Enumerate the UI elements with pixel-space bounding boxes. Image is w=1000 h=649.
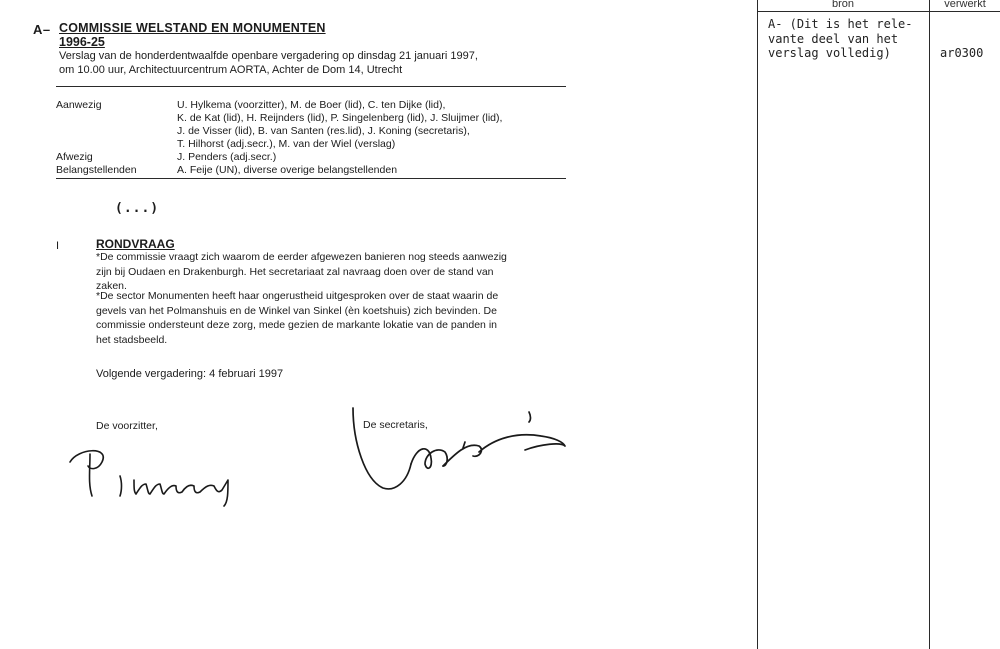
- paragraph-line: het stadsbeeld.: [96, 333, 168, 346]
- paragraph-line: zijn bij Oudaen en Drakenburgh. Het secretariaat zal navraag doen over de stand van: [96, 265, 494, 278]
- bron-note: [768, 17, 928, 61]
- column-header-rule: [757, 11, 1000, 12]
- document-title: COMMISSIE WELSTAND EN MONUMENTEN: [59, 21, 326, 35]
- header-divider: [56, 86, 566, 87]
- present-line: K. de Kat (lid), H. Reijnders (lid), P. Singelenberg (lid), J. Sluijmer (lid),: [177, 112, 503, 124]
- section-heading: RONDVRAAG: [96, 237, 175, 251]
- intro-line: Verslag van de honderdentwaalfde openbare vergadering op dinsdag 21 januari 1997,: [59, 50, 478, 62]
- secretary-signature-label: De secretaris,: [363, 419, 428, 431]
- present-line: J. de Visser (lid), B. van Santen (res.lid), J. Koning (secretaris),: [177, 125, 470, 137]
- bron-note-line: vante deel van het: [768, 31, 899, 46]
- verwerkt-column-header: verwerkt: [944, 0, 986, 10]
- meeting-intro: [59, 49, 478, 77]
- verwerkt-code: ar0300: [940, 46, 984, 60]
- present-line: T. Hilhorst (adj.secr.), M. van der Wiel (verslag): [177, 138, 396, 150]
- present-list: [177, 99, 502, 151]
- verwerkt-column-rule: [929, 0, 930, 649]
- bron-note-line: A- (Dit is het rele-: [768, 17, 913, 31]
- rondvraag-paragraph-2: [96, 289, 498, 347]
- omission-mark: (...): [115, 201, 160, 216]
- present-line: U. Hylkema (voorzitter), M. de Boer (lid), C. ten Dijke (lid),: [177, 99, 446, 111]
- paragraph-line: gevels van het Polmanshuis en de Winkel van Sinkel (èn koetshuis) zich bevinden. De: [96, 304, 497, 317]
- bron-column-header: bron: [831, 0, 855, 10]
- next-meeting: Volgende vergadering: 4 februari 1997: [96, 368, 284, 380]
- stakeholders-label: Belangstellenden: [56, 164, 137, 176]
- absent-value: J. Penders (adj.secr.): [177, 151, 277, 163]
- bron-note-line: verslag volledig): [768, 46, 891, 60]
- section-marker: A–: [33, 22, 51, 37]
- section-number: I: [56, 240, 60, 252]
- absent-label: Afwezig: [56, 151, 93, 163]
- paragraph-line: zaken.: [96, 280, 127, 292]
- paragraph-line: *De sector Monumenten heeft haar ongerustheid uitgesproken over de staat waarin de: [96, 290, 499, 302]
- rondvraag-paragraph-1: [96, 250, 507, 294]
- secretary-signature: [345, 402, 575, 502]
- intro-line: om 10.00 uur, Architectuurcentrum AORTA, Achter de Dom 14, Utrecht: [59, 64, 403, 76]
- bron-column-rule: [757, 0, 758, 649]
- attendance-divider: [56, 178, 566, 179]
- paragraph-line: commissie ondersteunt deze zorg, mede gezien de markante lokatie van de panden in: [96, 319, 497, 331]
- stakeholders-value: A. Feije (UN), diverse overige belangstellenden: [177, 164, 398, 176]
- chair-signature: [60, 440, 250, 510]
- present-label: Aanwezig: [56, 99, 102, 111]
- document-number: 1996-25: [59, 35, 105, 49]
- chair-signature-label: De voorzitter,: [96, 420, 158, 432]
- paragraph-line: *De commissie vraagt zich waarom de eerder afgewezen banieren nog steeds aanwezig: [96, 251, 507, 263]
